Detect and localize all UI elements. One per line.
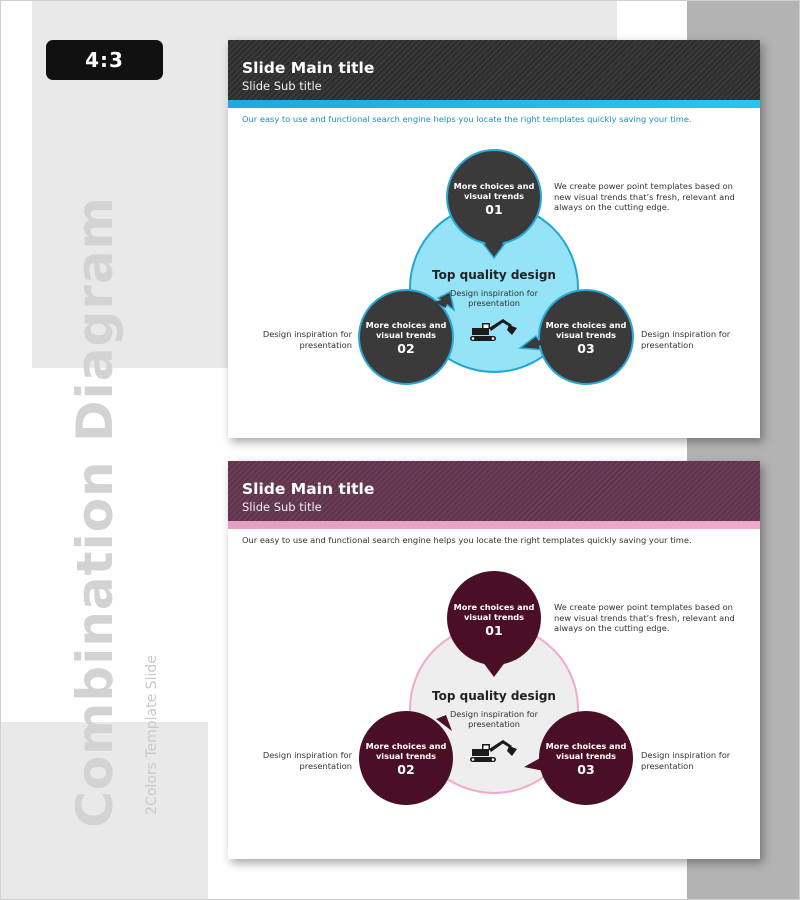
cycle-diagram — [228, 40, 760, 438]
center-title: Top quality design — [432, 268, 556, 282]
node-label-line2: visual trends — [463, 612, 525, 622]
slide-main-title: Slide Main title — [242, 59, 375, 77]
slide-main-title: Slide Main title — [242, 480, 375, 498]
right-description-line2: new visual trends that’s fresh, relevant and — [554, 612, 735, 623]
slide-preview-purple[interactable] — [228, 461, 760, 859]
right-description — [554, 181, 735, 213]
node-label-line2: visual trends — [463, 191, 525, 201]
right-description-line3: always on the cutting edge. — [554, 623, 670, 633]
center-text-line1: Design inspiration for — [450, 709, 538, 719]
slide-preview-blue[interactable] — [228, 40, 760, 438]
cycle-diagram — [228, 461, 760, 859]
right-note-line2: presentation — [641, 760, 694, 771]
slide-tagline: Our easy to use and functional search engine helps you locate the right templates quickly saving your time. — [242, 535, 692, 545]
right-description-line1: We create power point templates based on — [554, 181, 733, 191]
right-note-line1: Design inspiration for — [641, 750, 731, 760]
node-number: 01 — [485, 623, 503, 638]
node-number: 02 — [397, 341, 415, 356]
right-note-line2: presentation — [641, 339, 694, 350]
right-description-line2: new visual trends that’s fresh, relevant and — [554, 191, 735, 202]
node-02 — [359, 711, 453, 805]
aspect-ratio-badge: 4:3 — [46, 40, 163, 80]
node-number: 02 — [397, 762, 415, 777]
left-note — [248, 329, 352, 350]
slide-sub-title: Slide Sub title — [242, 500, 322, 514]
node-number: 03 — [577, 762, 595, 777]
center-title: Top quality design — [432, 689, 556, 703]
left-note-line1: Design inspiration for — [262, 750, 352, 760]
left-note-line2: presentation — [299, 760, 352, 771]
node-label-line1: More choices and — [453, 602, 535, 612]
node-label-line2: visual trends — [375, 751, 437, 761]
slide-sub-title: Slide Sub title — [242, 79, 322, 93]
right-note-line1: Design inspiration for — [641, 329, 731, 339]
node-label-line1: More choices and — [453, 181, 535, 191]
node-label-line1: More choices and — [545, 741, 627, 751]
right-description — [554, 602, 735, 634]
center-text-line2: presentation — [468, 298, 520, 308]
node-label-line1: More choices and — [365, 741, 447, 751]
node-number: 03 — [577, 341, 595, 356]
node-02 — [359, 290, 454, 384]
right-description-line1: We create power point templates based on — [554, 602, 733, 612]
left-note-line1: Design inspiration for — [262, 329, 352, 339]
left-note-line2: presentation — [299, 339, 352, 350]
node-label-line1: More choices and — [545, 320, 627, 330]
right-note — [641, 329, 730, 350]
slide-tagline: Our easy to use and functional search engine helps you locate the right templates quickly saving your time. — [242, 114, 692, 124]
vertical-subtitle: 2Colors Template Slide — [144, 655, 160, 815]
left-note — [248, 750, 352, 771]
node-label-line2: visual trends — [375, 330, 437, 340]
right-note — [641, 750, 730, 771]
center-text-line2: presentation — [468, 719, 520, 729]
node-label-line1: More choices and — [365, 320, 447, 330]
right-description-line3: always on the cutting edge. — [554, 202, 670, 212]
node-number: 01 — [485, 202, 503, 217]
center-text-line1: Design inspiration for — [450, 288, 538, 298]
vertical-title: Combination Diagram — [66, 196, 124, 828]
node-label-line2: visual trends — [555, 330, 617, 340]
node-label-line2: visual trends — [555, 751, 617, 761]
